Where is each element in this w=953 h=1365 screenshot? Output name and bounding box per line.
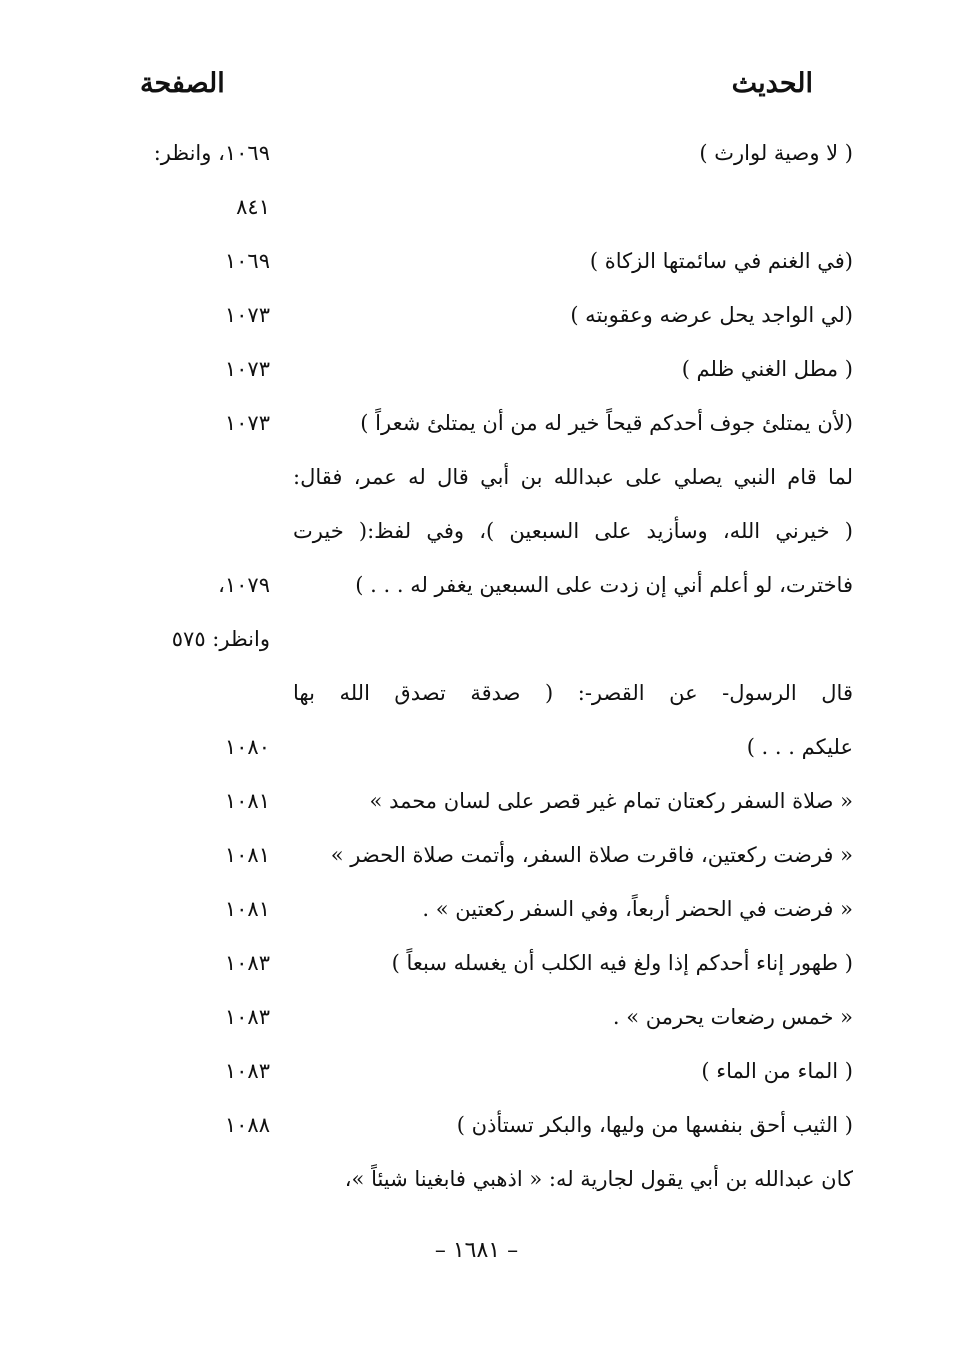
hadith-text: قال الرسول- عن القصر-: ( صدقة تصدق الله بها [293, 681, 853, 705]
page-reference: ١٠٨٣ [224, 1059, 270, 1083]
hadith-text: « فرضت في الحضر أربعاً، وفي السفر ركعتين » . [422, 897, 853, 921]
page-reference: ١٠٧٣ [224, 303, 270, 327]
hadith-text: « فرضت ركعتين، فاقرت صلاة السفر، وأتمت صلاة الحضر » [330, 843, 853, 867]
hadith-text: « خمس رضعات يحرمن » . [612, 1005, 853, 1029]
page-reference: ١٠٦٩، وانظر: [153, 141, 270, 165]
index-row [100, 1051, 853, 1091]
index-row [100, 295, 853, 335]
page-reference: ١٠٧٣ [224, 357, 270, 381]
index-row [100, 403, 853, 443]
page-reference: ٨٤١ [236, 195, 270, 219]
page-reference: ١٠٨١ [224, 789, 270, 813]
hadith-text: (لأن يمتلئ جوف أحدكم قيحاً خير له من أن يمتلئ شعراً ) [360, 411, 853, 435]
index-row [100, 619, 853, 659]
page-reference: ١٠٨٠ [224, 735, 270, 759]
page-number: – ١٦٨١ – [434, 1238, 519, 1263]
index-row [100, 349, 853, 389]
hadith-text: ( مطل الغني ظلم ) [681, 357, 853, 381]
index-row [100, 943, 853, 983]
index-row [100, 727, 853, 767]
index-row [100, 1105, 853, 1145]
hadith-text: ( الثيب أحق بنفسها من وليها، والبكر تستأذن ) [456, 1113, 853, 1137]
hadith-text: ( طهور إناء أحدكم إذا ولغ فيه الكلب أن يغسله سبعاً ) [391, 951, 853, 975]
hadith-text: كان عبدالله بن أبي يقول لجارية له: « اذهبي فابغينا شيئاً »، [344, 1167, 853, 1191]
index-row [100, 997, 853, 1037]
page-reference: ١٠٧٣ [224, 411, 270, 435]
index-row [100, 781, 853, 821]
index-row [100, 133, 853, 173]
hadith-text: عليكم . . . ) [746, 735, 853, 759]
page-reference: ١٠٨٣ [224, 1005, 270, 1029]
index-row [100, 241, 853, 281]
index-row [100, 889, 853, 929]
index-row [100, 835, 853, 875]
hadith-text: « صلاة السفر ركعتان تمام غير قصر على لسان محمد » [369, 789, 853, 813]
page-reference: وانظر: ٥٧٥ [171, 627, 270, 651]
index-row [100, 565, 853, 605]
index-row [100, 1159, 853, 1199]
hadith-text: ( الماء من الماء ) [701, 1059, 853, 1083]
page-reference: ١٠٨١ [224, 843, 270, 867]
page-reference: ١٠٨١ [224, 897, 270, 921]
hadith-text: (لي الواجد يحل عرضه وعقوبته ) [570, 303, 853, 327]
hadith-text: ( خيرني الله، وسأزيد على السبعين )، وفي لفظ:( خيرت [293, 519, 853, 543]
page-reference: ١٠٨٨ [224, 1113, 270, 1137]
hadith-text: فاخترت، لو أعلم أني إن زدت على السبعين يغفر له . . . ) [355, 573, 853, 597]
column-header-hadith: الحديث [731, 68, 813, 99]
index-row [100, 511, 853, 551]
page-reference: ١٠٧٩، [218, 573, 270, 597]
index-row [100, 457, 853, 497]
hadith-text: لما قام النبي يصلي على عبدالله بن أبي قال له عمر، فقال: [293, 465, 853, 489]
hadith-text: (في الغنم في سائمتها الزكاة ) [589, 249, 853, 273]
page-reference: ١٠٨٣ [224, 951, 270, 975]
page-reference: ١٠٦٩ [224, 249, 270, 273]
index-row [100, 187, 853, 227]
index-row [100, 673, 853, 713]
hadith-text: ( لا وصية لوارث ) [699, 141, 853, 165]
column-header-page: الصفحة [140, 68, 225, 99]
